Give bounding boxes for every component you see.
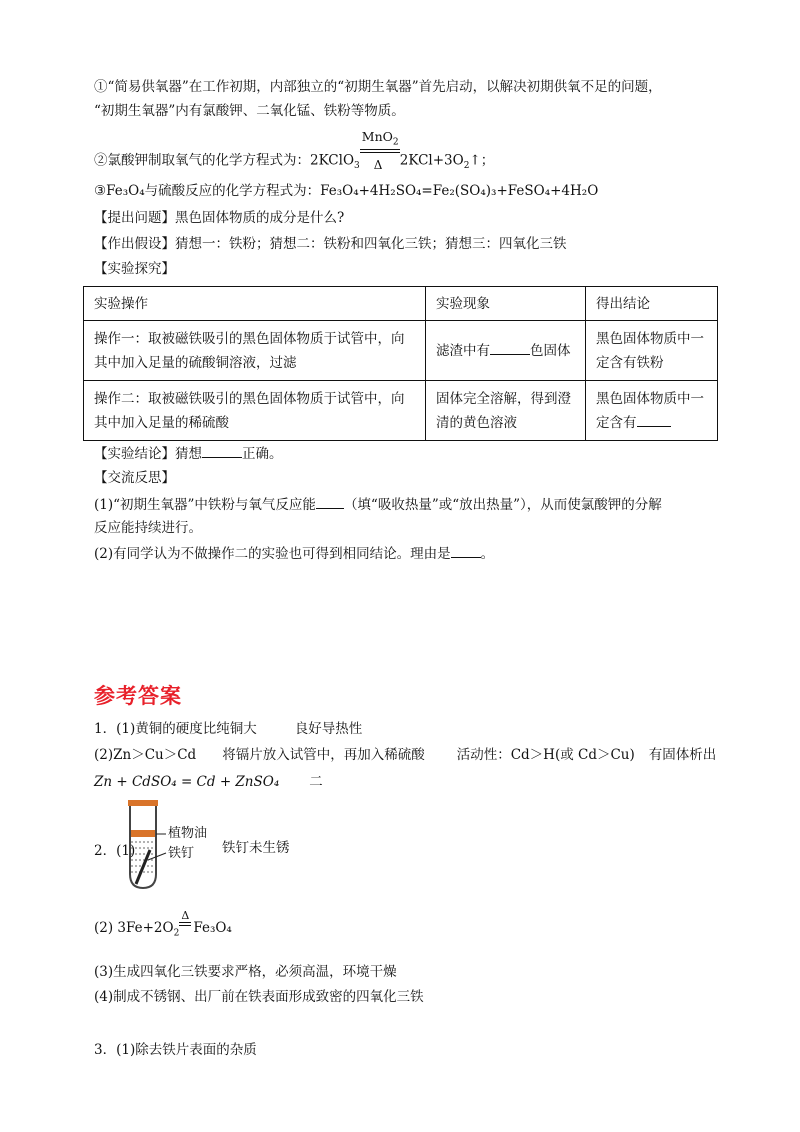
heat-condition: Δ [179, 918, 193, 932]
hypothesis-line: 【作出假设】猜想一：铁粉；猜想二：铁粉和四氧化三铁；猜想三：四氧化三铁 [94, 236, 567, 252]
answer-2-4: (4)制成不锈钢、出厂前在铁表面形成致密的四氧化三铁 [94, 989, 424, 1005]
table-row [84, 381, 718, 441]
tube-outline [130, 806, 156, 888]
equation-bar-bottom [360, 152, 400, 153]
row1-phenomenon: 滤渣中有 色固体 [426, 321, 586, 381]
reflection-heading: 【交流反思】 [94, 470, 175, 486]
note-1-line-2: “初期生氧器”内有氯酸钾、二氧化锰、铁粉等物质。 [94, 103, 405, 119]
header-operation: 实验操作 [84, 287, 426, 321]
label-vegetable-oil: 植物油 [168, 826, 208, 841]
heat-symbol: Δ [373, 158, 383, 172]
answer-blank[interactable] [490, 340, 530, 355]
reaction-condition [360, 129, 400, 181]
reflection-q2: (2)有同学认为不做操作二的实验也可得到相同结论。理由是 。 [94, 543, 494, 564]
answer-2-label: 2．(1) [94, 843, 136, 859]
answer-blank[interactable] [637, 412, 671, 427]
answers-title: 参考答案 [94, 684, 182, 708]
answer-1-line-3: Zn + CdSO₄ = Cd + ZnSO₄ 二 [94, 774, 323, 790]
row2-operation: 操作二：取被磁铁吸引的黑色固体物质于试管中，向其中加入足量的稀硫酸 [84, 381, 426, 441]
conclusion-line: 【实验结论】猜想 正确。 [94, 443, 283, 464]
note-2-prefix: ②氯酸钾制取氧气的化学方程式为：2KClO [94, 152, 355, 169]
answer-blank[interactable] [451, 543, 481, 558]
explore-heading: 【实验探究】 [94, 261, 175, 277]
vegetable-oil-layer [131, 830, 155, 837]
reflection-q1-line-2: 反应能持续进行。 [94, 520, 202, 536]
label-iron-nail: 铁钉 [168, 846, 195, 861]
note-2-equation: ②氯酸钾制取氧气的化学方程式为：2KClO$_3$ $\frac{MnO_2}{\Delta}$ $2KCl+3O_2↑$； [94, 141, 494, 181]
header-conclusion: 得出结论 [586, 287, 718, 321]
row1-operation: 操作一：取被磁铁吸引的黑色固体物质于试管中，向其中加入足量的硫酸铜溶液，过滤 [84, 321, 426, 381]
zn-cdso4-equation: Zn + CdSO₄ = Cd + ZnSO₄ [94, 774, 280, 790]
note-2-sub: 3 [354, 161, 360, 172]
row2-conclusion: 黑色固体物质中一定含有 [586, 381, 718, 441]
note-2-products: 2KCl+3O [399, 152, 464, 169]
header-phenomenon: 实验现象 [426, 287, 586, 321]
table-header-row [84, 287, 718, 321]
answer-blank[interactable] [202, 443, 242, 458]
answer-2-3: (3)生成四氧化三铁要求严格，必须高温，环境干燥 [94, 964, 397, 980]
answer-blank[interactable] [316, 494, 344, 509]
row2-phenomenon: 固体完全溶解，得到澄清的黄色溶液 [426, 381, 586, 441]
equation-bar-top [360, 149, 400, 150]
table-row [84, 321, 718, 381]
iron-nail [136, 850, 150, 884]
experiment-table [83, 286, 718, 441]
catalyst-label: MnO$_2$ [361, 129, 399, 148]
answer-1-line-2: (2)Zn＞Cu＞Cd 将镉片放入试管中，再加入稀硫酸 活动性：Cd＞H(或 Cd＞Cu) 有固体析出 [94, 747, 717, 763]
tube-stopper [128, 800, 158, 806]
row1-conclusion: 黑色固体物质中一定含有铁粉 [586, 321, 718, 381]
note-1-line-1: ①“简易供氧器”在工作初期，内部独立的“初期生氧器”首先启动，以解决初期供氧不足的问题， [94, 79, 662, 95]
reflection-q1: (1)“初期生氧器”中铁粉与氧气反应能 （填“吸收热量”或“放出热量”），从而使氯酸钾的分解 [94, 494, 662, 515]
answer-2-2: (2) $3Fe+2O_2$ Δ Fe₃O₄ [94, 909, 232, 939]
answer-2-result: 铁钉未生锈 [222, 840, 290, 856]
question-line: 【提出问题】黑色固体物质的成分是什么? [94, 210, 345, 226]
answer-3-1: 3．(1)除去铁片表面的杂质 [94, 1042, 257, 1058]
answer-1-line-1: 1．(1)黄铜的硬度比纯铜大 良好导热性 [94, 721, 363, 737]
note-3-equation: ③Fe₃O₄与硫酸反应的化学方程式为：Fe₃O₄+4H₂SO₄=Fe₂(SO₄)₃+FeSO₄+4H₂O [94, 183, 599, 199]
